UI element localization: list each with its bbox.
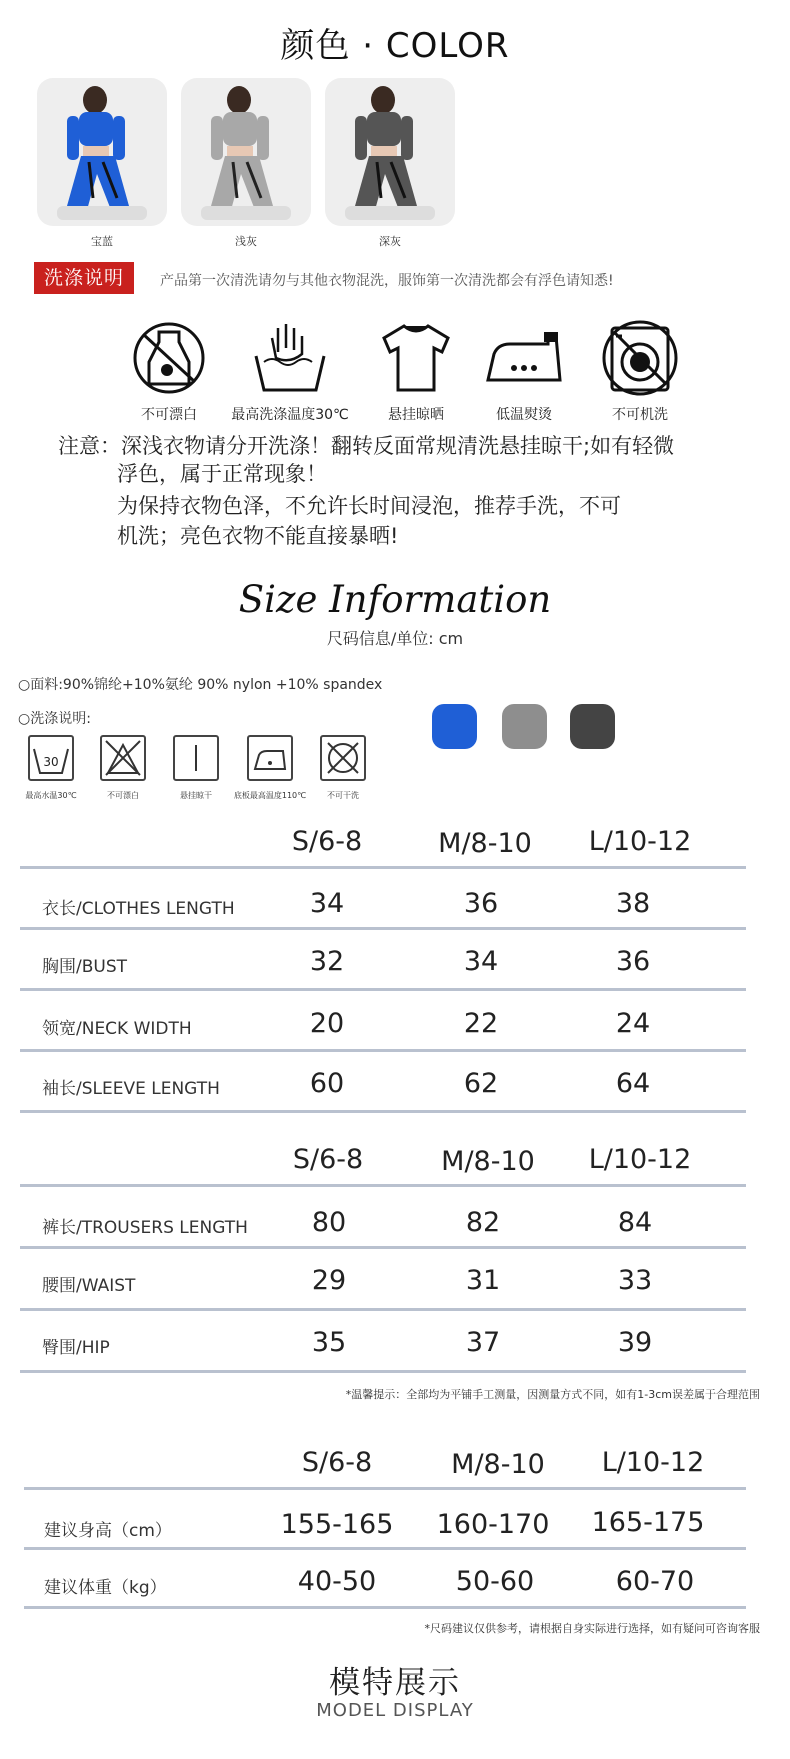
iron-110-icon	[247, 735, 293, 781]
care-label: 不可机洗	[612, 407, 668, 423]
table-cell: 38	[615, 888, 651, 919]
model-display-title: 模特展示	[329, 1665, 461, 1701]
table-cell: 155-165	[280, 1509, 394, 1540]
swatch-label: 宝蓝	[91, 235, 113, 248]
table-cell: 34	[463, 946, 499, 977]
mini-icon-label: 不可漂白	[107, 791, 139, 800]
wash-temp-glyph: 30	[43, 755, 59, 769]
color-section-title: 颜色 · COLOR	[280, 26, 510, 66]
measurement-note: *温馨提示：全部均为平铺手工测量，因测量方式不同，如有1-3cm误差属于合理范围	[345, 1388, 760, 1401]
table-cell: 31	[465, 1265, 501, 1296]
low-iron-icon	[484, 318, 564, 398]
swatch-royal-blue[interactable]	[37, 78, 167, 226]
table-cell: 50-60	[455, 1566, 535, 1597]
model-photo-light-grey	[181, 78, 311, 226]
hang-dry-icon	[376, 318, 456, 398]
table-cell: 60	[309, 1068, 345, 1099]
table-cell: 34	[309, 888, 345, 919]
model-display-subtitle: MODEL DISPLAY	[316, 1700, 474, 1721]
mini-swatch-light-grey	[502, 704, 547, 749]
table-cell: 20	[309, 1008, 345, 1039]
notice-line: 为保持衣物色泽，不允许长时间浸泡，推荐手洗，不可	[117, 494, 621, 518]
notice-line: 注意：深浅衣物请分开洗涤！翻转反面常规清洗悬挂晾干;如有轻微	[58, 434, 675, 458]
mini-icon-label: 底板最高温度110℃	[233, 791, 307, 800]
table-divider	[24, 1487, 746, 1490]
table-cell: 29	[311, 1265, 347, 1296]
care-label: 悬挂晾晒	[388, 407, 444, 423]
table-cell: 36	[463, 888, 499, 919]
row-label: 领宽/NECK WIDTH	[42, 1019, 192, 1039]
wash-mini-title: ○洗涤说明:	[18, 711, 91, 727]
table-divider	[20, 927, 746, 930]
model-photo-blue	[37, 78, 167, 226]
table-cell: 24	[615, 1008, 651, 1039]
table-cell: 64	[615, 1068, 651, 1099]
table-cell: 39	[617, 1327, 653, 1358]
table-divider	[24, 1606, 746, 1609]
table-cell: 22	[463, 1008, 499, 1039]
size-info-title: Size Information	[238, 578, 552, 621]
table-cell: 33	[617, 1265, 653, 1296]
size-info-subtitle: 尺码信息/单位: cm	[326, 629, 464, 648]
table-divider	[20, 1049, 746, 1052]
mini-swatch-blue	[432, 704, 477, 749]
table-cell: 37	[465, 1327, 501, 1358]
row-label: 建议体重（kg）	[44, 1578, 167, 1598]
table-cell: 84	[617, 1207, 653, 1238]
table-cell: 32	[309, 946, 345, 977]
size-header: M/8-10	[451, 1449, 545, 1480]
table-cell: 82	[465, 1207, 501, 1238]
row-label: 建议身高（cm）	[44, 1521, 172, 1541]
table-cell: 35	[311, 1327, 347, 1358]
mini-icon-label: 悬挂晾干	[180, 791, 212, 800]
hang-dry-mini-icon	[173, 735, 219, 781]
table-divider	[24, 1547, 746, 1550]
row-label: 腰围/WAIST	[42, 1276, 136, 1296]
mini-icon-label: 最高水温30℃	[25, 791, 77, 800]
no-bleach-mini-icon	[100, 735, 146, 781]
table-divider	[20, 1370, 746, 1373]
no-bleach-icon	[129, 318, 209, 398]
swatch-label: 浅灰	[235, 235, 257, 248]
notice-line: 浮色，属于正常现象！	[117, 462, 327, 486]
swatch-light-grey[interactable]	[181, 78, 311, 226]
size-header: L/10-12	[588, 826, 692, 857]
row-label: 臀围/HIP	[42, 1338, 110, 1358]
row-label: 胸围/BUST	[42, 957, 128, 977]
wash-30-icon	[28, 735, 74, 781]
table-cell: 80	[311, 1207, 347, 1238]
table-cell: 60-70	[615, 1566, 695, 1597]
care-label: 低温熨烫	[496, 407, 552, 423]
row-label: 裤长/TROUSERS LENGTH	[42, 1218, 248, 1238]
no-dry-clean-icon	[320, 735, 366, 781]
mini-swatch-dark-grey	[570, 704, 615, 749]
table-cell: 36	[615, 946, 651, 977]
table-divider	[20, 1308, 746, 1311]
care-label: 不可漂白	[141, 407, 197, 423]
table-divider	[20, 1246, 746, 1249]
care-label: 最高洗涤温度30℃	[231, 407, 349, 423]
mini-icon-label: 不可干洗	[327, 791, 359, 800]
size-header: S/6-8	[291, 826, 363, 857]
table-divider	[20, 866, 746, 869]
table-cell: 165-175	[591, 1507, 705, 1538]
wash-instructions-badge: 洗涤说明	[34, 262, 134, 294]
wash-temp-icon	[250, 318, 330, 398]
notice-line: 机洗；亮色衣物不能直接暴晒!	[117, 524, 399, 548]
table-cell: 62	[463, 1068, 499, 1099]
size-header: S/6-8	[301, 1447, 373, 1478]
table-divider	[20, 1184, 746, 1187]
size-header: L/10-12	[601, 1447, 705, 1478]
row-label: 衣长/CLOTHES LENGTH	[42, 899, 235, 919]
model-photo-dark-grey	[325, 78, 455, 226]
row-label: 袖长/SLEEVE LENGTH	[42, 1079, 220, 1099]
no-machine-wash-icon	[600, 318, 680, 398]
table-divider	[20, 988, 746, 991]
swatch-label: 深灰	[379, 235, 401, 248]
table-cell: 40-50	[297, 1566, 377, 1597]
wash-note: 产品第一次清洗请勿与其他衣物混洗，服饰第一次清洗都会有浮色请知悉!	[160, 273, 614, 289]
size-header: S/6-8	[292, 1144, 364, 1175]
size-header: M/8-10	[441, 1146, 535, 1177]
size-advice-note: *尺码建议仅供参考，请根据自身实际进行选择，如有疑问可咨询客服	[424, 1622, 760, 1635]
size-header: L/10-12	[588, 1144, 692, 1175]
table-divider	[20, 1110, 746, 1113]
fabric-composition: ○面料:90%锦纶+10%氨纶 90% nylon +10% spandex	[18, 677, 383, 693]
table-cell: 160-170	[436, 1509, 550, 1540]
swatch-dark-grey[interactable]	[325, 78, 455, 226]
size-header: M/8-10	[438, 828, 532, 859]
